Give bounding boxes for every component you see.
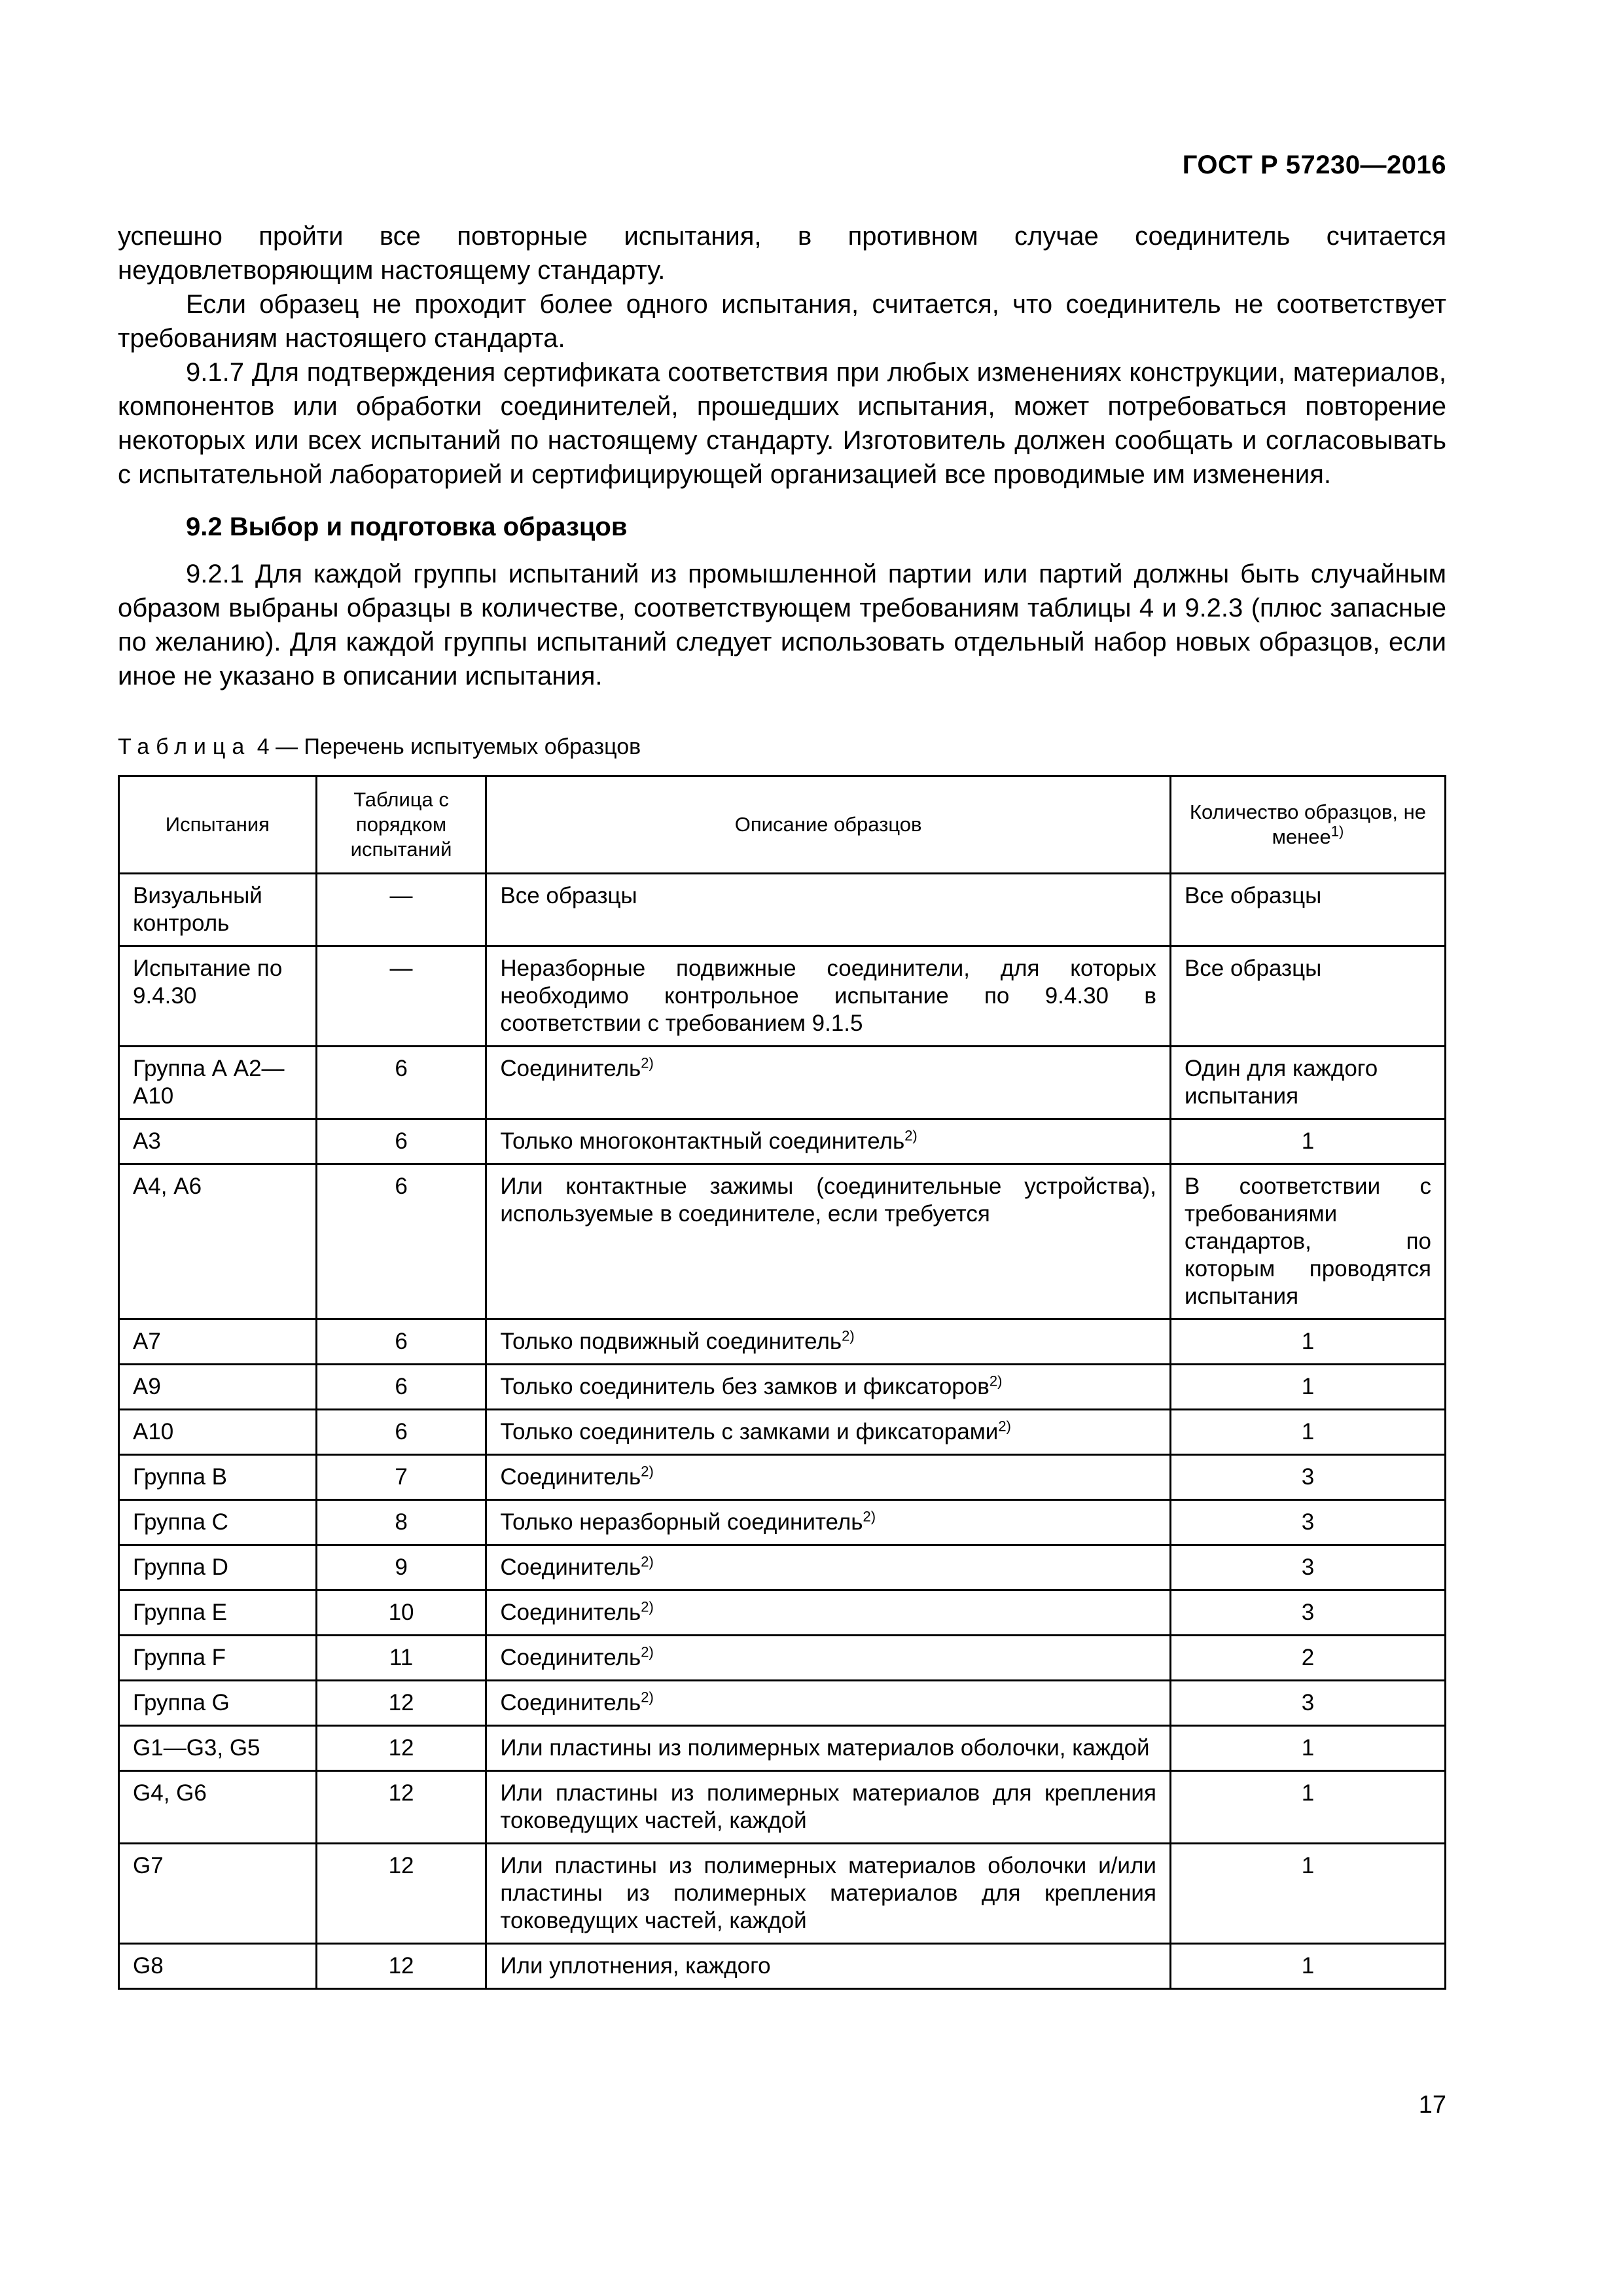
description-text: Соединитель: [500, 1056, 641, 1081]
cell-table-ref: 8: [316, 1500, 486, 1545]
cell-quantity: Один для каждого испытания: [1170, 1047, 1445, 1119]
table-row: [119, 1545, 1446, 1590]
cell-table-ref: 6: [316, 1410, 486, 1455]
footnote-marker: 2): [998, 1418, 1011, 1435]
description-text: Или уплотнения, каждого: [500, 1953, 771, 1979]
cell-table-ref: 12: [316, 1681, 486, 1726]
cell-table-ref: 7: [316, 1455, 486, 1500]
table-row: [119, 874, 1446, 946]
table-row: [119, 1844, 1446, 1944]
table-row: [119, 1771, 1446, 1844]
paragraph-failure: Если образец не проходит более одного испытания, считается, что соединитель не соответствует требованиям настоящего стандарта.: [118, 290, 1446, 353]
cell-quantity: 1: [1170, 1844, 1445, 1944]
cell-test: Испытание по 9.4.30: [119, 946, 317, 1047]
table-caption-text: 4 — Перечень испытуемых образцов: [251, 734, 641, 759]
footnote-marker: 2): [842, 1327, 855, 1344]
cell-quantity: 1: [1170, 1365, 1445, 1410]
cell-description: [486, 874, 1171, 946]
footnote-marker: 2): [641, 1463, 654, 1480]
cell-description: [486, 1636, 1171, 1681]
cell-test: Группа Е: [119, 1590, 317, 1636]
cell-test: А10: [119, 1410, 317, 1455]
description-text: Или пластины из полимерных материалов оболочки, каждой: [500, 1735, 1150, 1761]
cell-quantity: 1: [1170, 1410, 1445, 1455]
samples-table: [118, 775, 1446, 1990]
table-row: [119, 1590, 1446, 1636]
cell-test: А4, А6: [119, 1164, 317, 1319]
header-tests: Испытания: [119, 776, 317, 874]
cell-description: [486, 1590, 1171, 1636]
cell-table-ref: 6: [316, 1119, 486, 1164]
footnote-marker: 2): [863, 1508, 876, 1525]
cell-quantity: В соответствии с требованиями стандартов, по которым проводятся испытания: [1170, 1164, 1445, 1319]
section-heading: 9.2 Выбор и подготовка образцов: [186, 512, 628, 541]
description-text: Соединитель: [500, 1600, 641, 1625]
table-caption-label: Таблица: [118, 734, 251, 759]
header-quantity-text: Количество образцов, не менее: [1189, 800, 1427, 848]
table-row: [119, 1944, 1446, 1989]
table-row: [119, 1726, 1446, 1771]
cell-table-ref: 12: [316, 1726, 486, 1771]
header-description: Описание образцов: [486, 776, 1171, 874]
cell-quantity: 1: [1170, 1771, 1445, 1844]
footnote-marker: 2): [989, 1372, 1003, 1390]
cell-description: [486, 1164, 1171, 1319]
paragraph-9-2-1: 9.2.1 Для каждой группы испытаний из промышленной партии или партий должны быть случайным образом выбраны образцы в количестве, соответствующем требованиям таблицы 4 и 9.2.3 (плюс запасные по желанию). Для каждой группы испытаний следует использовать отдельный набор новых образцов, если иное не указано в описании испытания.: [118, 560, 1446, 691]
cell-test: Группа В: [119, 1455, 317, 1500]
cell-test: А3: [119, 1119, 317, 1164]
cell-description: [486, 1500, 1171, 1545]
cell-description: [486, 1844, 1171, 1944]
description-text: Соединитель: [500, 1645, 641, 1670]
description-text: Неразборные подвижные соединители, для которых необходимо контрольное испытание по 9.4.30 в соответствии с требованием 9.1.5: [500, 956, 1156, 1036]
cell-test: А7: [119, 1319, 317, 1365]
cell-description: [486, 946, 1171, 1047]
table-row: [119, 1047, 1446, 1119]
header-table-order: Таблица с порядком испытаний: [316, 776, 486, 874]
cell-test: G8: [119, 1944, 317, 1989]
table-caption: [118, 732, 1446, 761]
cell-quantity: 3: [1170, 1500, 1445, 1545]
header-quantity: [1170, 776, 1445, 874]
description-text: Только неразборный соединитель: [500, 1509, 863, 1535]
table-row: [119, 1119, 1446, 1164]
cell-description: [486, 1365, 1171, 1410]
cell-quantity: 1: [1170, 1944, 1445, 1989]
page-number: 17: [1418, 2091, 1446, 2119]
cell-quantity: 2: [1170, 1636, 1445, 1681]
cell-test: А9: [119, 1365, 317, 1410]
description-text: Только соединитель без замков и фиксаторов: [500, 1374, 990, 1399]
table-row: [119, 1500, 1446, 1545]
cell-test: G1—G3, G5: [119, 1726, 317, 1771]
description-text: Только соединитель с замками и фиксаторами: [500, 1419, 999, 1444]
cell-table-ref: 6: [316, 1319, 486, 1365]
cell-description: [486, 1119, 1171, 1164]
cell-quantity: 1: [1170, 1726, 1445, 1771]
table-row: [119, 946, 1446, 1047]
footnote-marker: 2): [904, 1127, 918, 1144]
cell-description: [486, 1319, 1171, 1365]
cell-table-ref: —: [316, 946, 486, 1047]
cell-test: G4, G6: [119, 1771, 317, 1844]
cell-quantity: 3: [1170, 1681, 1445, 1726]
cell-test: Группа D: [119, 1545, 317, 1590]
cell-table-ref: 6: [316, 1047, 486, 1119]
description-text: Все образцы: [500, 883, 637, 908]
cell-test: Группа G: [119, 1681, 317, 1726]
cell-table-ref: 12: [316, 1844, 486, 1944]
cell-table-ref: 12: [316, 1944, 486, 1989]
header-quantity-note: 1): [1330, 823, 1344, 840]
cell-quantity: 3: [1170, 1545, 1445, 1590]
cell-table-ref: 12: [316, 1771, 486, 1844]
table-row: [119, 1410, 1446, 1455]
footnote-marker: 2): [641, 1553, 654, 1570]
cell-table-ref: 11: [316, 1636, 486, 1681]
cell-quantity: 3: [1170, 1590, 1445, 1636]
cell-test: G7: [119, 1844, 317, 1944]
description-text: Или пластины из полимерных материалов для крепления токоведущих частей, каждой: [500, 1780, 1156, 1833]
description-text: Соединитель: [500, 1690, 641, 1715]
description-text: Соединитель: [500, 1554, 641, 1580]
cell-quantity: 1: [1170, 1319, 1445, 1365]
table-header-row: [119, 776, 1446, 874]
cell-quantity: 1: [1170, 1119, 1445, 1164]
cell-description: [486, 1455, 1171, 1500]
cell-description: [486, 1771, 1171, 1844]
cell-test: Группа А А2—А10: [119, 1047, 317, 1119]
cell-description: [486, 1047, 1171, 1119]
cell-test: Визуальный контроль: [119, 874, 317, 946]
table-row: [119, 1164, 1446, 1319]
cell-table-ref: 9: [316, 1545, 486, 1590]
description-text: Или пластины из полимерных материалов оболочки и/или пластины из полимерных материалов для крепления токоведущих частей, каждой: [500, 1853, 1156, 1933]
standard-designation: ГОСТ Р 57230—2016: [1182, 151, 1446, 179]
cell-description: [486, 1944, 1171, 1989]
body-text: [118, 219, 1446, 761]
paragraph-9-1-7: 9.1.7 Для подтверждения сертификата соответствия при любых изменениях конструкции, материалов, компонентов или обработки соединителей, прошедших испытания, может потребоваться повторение некоторых или всех испытаний по настоящему стандарту. Изготовитель должен сообщать и согласовывать с испытательной лабораторией и сертифицирующей организацией все проводимые им изменения.: [118, 358, 1446, 489]
table-body: [119, 874, 1446, 1989]
table-row: [119, 1681, 1446, 1726]
footnote-marker: 2): [641, 1689, 654, 1706]
footnote-marker: 2): [641, 1643, 654, 1660]
footnote-marker: 2): [641, 1054, 654, 1071]
cell-test: Группа С: [119, 1500, 317, 1545]
cell-table-ref: 10: [316, 1590, 486, 1636]
description-text: Или контактные зажимы (соединительные устройства), используемые в соединителе, если требуется: [500, 1174, 1156, 1227]
cell-test: Группа F: [119, 1636, 317, 1681]
cell-quantity: Все образцы: [1170, 946, 1445, 1047]
table-row: [119, 1365, 1446, 1410]
table-row: [119, 1455, 1446, 1500]
cell-description: [486, 1726, 1171, 1771]
cell-quantity: 3: [1170, 1455, 1445, 1500]
cell-table-ref: —: [316, 874, 486, 946]
paragraph-continuation: успешно пройти все повторные испытания, в противном случае соединитель считается неудовлетворяющим настоящему стандарту.: [118, 222, 1446, 285]
cell-description: [486, 1681, 1171, 1726]
description-text: Только многоконтактный соединитель: [500, 1128, 905, 1154]
cell-description: [486, 1410, 1171, 1455]
footnote-marker: 2): [641, 1598, 654, 1615]
table-row: [119, 1319, 1446, 1365]
table-row: [119, 1636, 1446, 1681]
description-text: Только подвижный соединитель: [500, 1329, 842, 1354]
cell-table-ref: 6: [316, 1365, 486, 1410]
cell-quantity: Все образцы: [1170, 874, 1445, 946]
cell-table-ref: 6: [316, 1164, 486, 1319]
cell-description: [486, 1545, 1171, 1590]
description-text: Соединитель: [500, 1464, 641, 1490]
